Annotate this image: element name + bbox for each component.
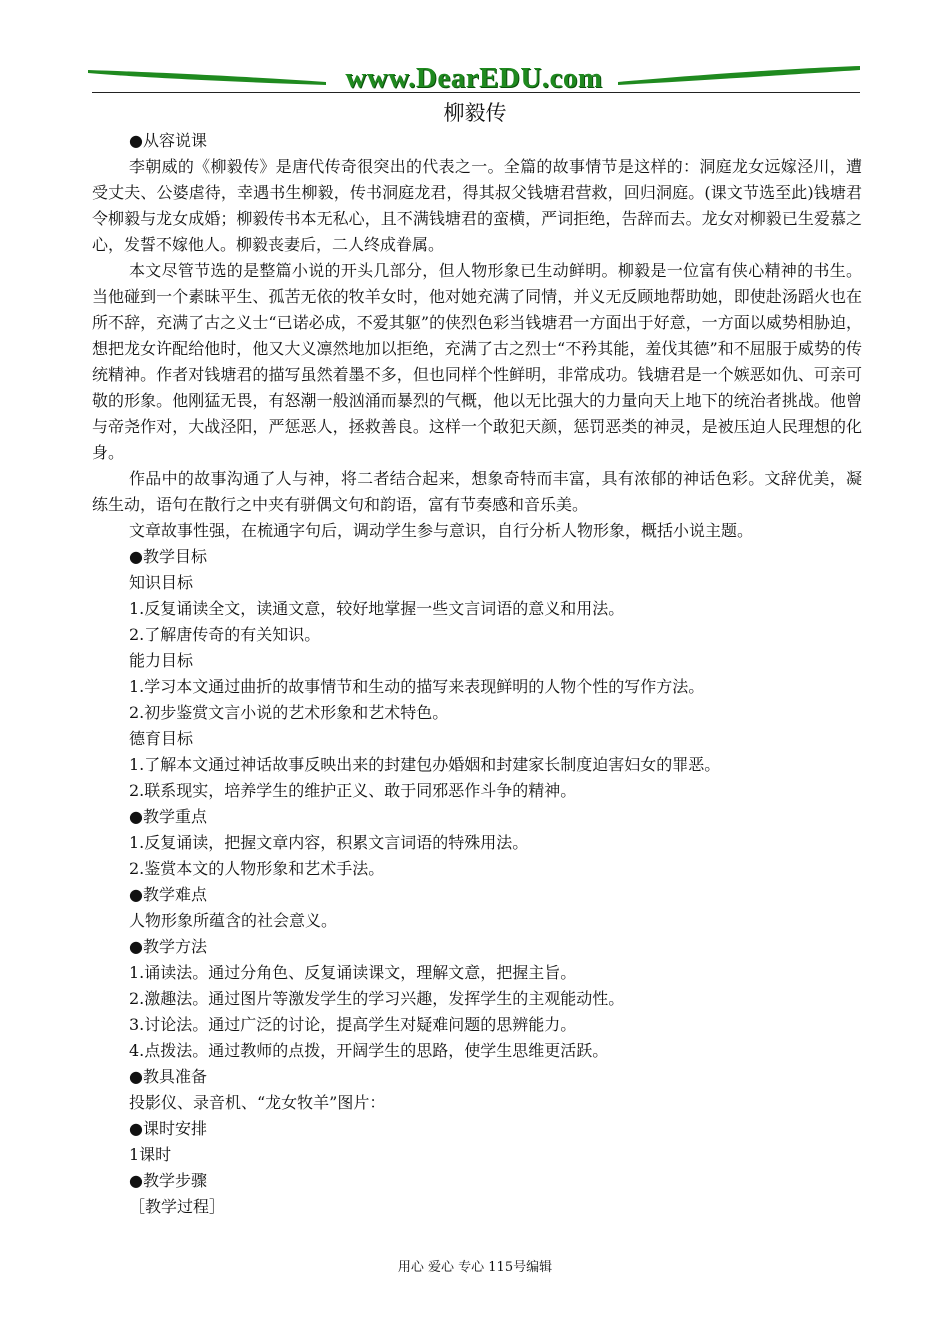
section-heading-focus: ● 教学重点 bbox=[92, 804, 862, 830]
section-heading-objectives: ● 教学目标 bbox=[92, 544, 862, 570]
site-logo-text: www.DearEDU.com bbox=[345, 62, 603, 94]
header-rule bbox=[92, 92, 860, 93]
list-item: 2.激趣法。通过图片等激发学生的学习兴趣，发挥学生的主观能动性。 bbox=[129, 989, 625, 1008]
section-heading-methods: ● 教学方法 bbox=[92, 934, 862, 960]
intro-paragraph-3: 作品中的故事沟通了人与神，将二者结合起来，想象奇特而丰富，具有浓郁的神话色彩。文辞优美，凝练生动，语句在散行之中夹有骈偶文句和韵语，富有节奏感和音乐美。 bbox=[92, 469, 862, 514]
subheading-ability: 能力目标 bbox=[129, 651, 194, 670]
list-item: 1.诵读法。通过分角色、反复诵读课文，理解文意，把握主旨。 bbox=[129, 963, 577, 982]
section-heading-tools: ● 教具准备 bbox=[92, 1064, 862, 1090]
site-header-banner bbox=[88, 56, 860, 100]
document-title: 柳毅传 bbox=[443, 101, 507, 125]
page-footer: 用心 爱心 专心 115号编辑 bbox=[397, 1260, 553, 1275]
list-item: 投影仪、录音机、“龙女牧羊”图片： bbox=[129, 1093, 386, 1112]
list-item: 2.联系现实，培养学生的维护正义、敢于同邪恶作斗争的精神。 bbox=[129, 781, 577, 800]
list-item: 3.讨论法。通过广泛的讨论，提高学生对疑难问题的思辨能力。 bbox=[129, 1015, 577, 1034]
list-item: 1课时 bbox=[129, 1145, 172, 1164]
intro-paragraph-1: 李朝威的《柳毅传》是唐代传奇很突出的代表之一。全篇的故事情节是这样的：洞庭龙女远嫁泾川，遭受丈夫、公婆虐待，幸遇书生柳毅，传书洞庭龙君，得其叔父钱塘君营救，回归洞庭。(课文节选至此)钱塘君令柳毅与龙女成婚；柳毅传书本无私心，且不满钱塘君的蛮横，严词拒绝，告辞而去。龙女对柳毅已生爱慕之心，发誓不嫁他人。柳毅丧妻后，二人终成眷属。 bbox=[92, 157, 862, 254]
section-heading-lesson-talk: ● 从容说课 bbox=[92, 128, 862, 154]
list-item: 1.学习本文通过曲折的故事情节和生动的描写来表现鲜明的人物个性的写作方法。 bbox=[129, 677, 705, 696]
list-item: 1.反复诵读，把握文章内容，积累文言词语的特殊用法。 bbox=[129, 833, 529, 852]
section-heading-steps: ● 教学步骤 bbox=[92, 1168, 862, 1194]
document-body bbox=[92, 128, 862, 1220]
intro-paragraph-4: 文章故事性强，在梳通字句后，调动学生参与意识，自行分析人物形象，概括小说主题。 bbox=[129, 521, 754, 540]
subheading-moral: 德育目标 bbox=[129, 729, 194, 748]
list-item: 1.了解本文通过神话故事反映出来的封建包办婚姻和封建家长制度迫害妇女的罪恶。 bbox=[129, 755, 721, 774]
list-item: 2.初步鉴赏文言小说的艺术形象和艺术特色。 bbox=[129, 703, 449, 722]
list-item: 4.点拨法。通过教师的点拨，开阔学生的思路，使学生思维更活跃。 bbox=[129, 1041, 609, 1060]
subheading-process: ［教学过程］ bbox=[129, 1197, 226, 1216]
list-item: 2.鉴赏本文的人物形象和艺术手法。 bbox=[129, 859, 385, 878]
subheading-knowledge: 知识目标 bbox=[129, 573, 194, 592]
section-heading-difficulty: ● 教学难点 bbox=[92, 882, 862, 908]
intro-paragraph-2: 本文尽管节选的是整篇小说的开头几部分，但人物形象已生动鲜明。柳毅是一位富有侠心精神的书生。当他碰到一个素昧平生、孤苦无依的牧羊女时，他对她充满了同情，并义无反顾地帮助她，即使赴汤蹈火也在所不辞，充满了古之义士“已诺必成，不爱其躯”的侠烈色彩当钱塘君一方面出于好意，一方面以威势相胁迫，想把龙女许配给他时，他又大义凛然地加以拒绝，充满了古之烈士“不矜其能，羞伐其德”和不屈服于威势的传统精神。作者对钱塘君的描写虽然着墨不多，但也同样个性鲜明，非常成功。钱塘君是一个嫉恶如仇、可亲可敬的形象。他刚猛无畏，有怒潮一般汹涌而暴烈的气概，他以无比强大的力量向天上地下的统治者挑战。他曾与帝尧作对，大战泾阳，严惩恶人，拯救善良。这样一个敢犯天颜，惩罚恶类的神灵，是被压迫人民理想的化身。 bbox=[92, 261, 862, 462]
list-item: 1.反复诵读全文，读通文意，较好地掌握一些文言词语的意义和用法。 bbox=[129, 599, 625, 618]
list-item: 人物形象所蕴含的社会意义。 bbox=[129, 911, 338, 930]
list-item: 2.了解唐传奇的有关知识。 bbox=[129, 625, 321, 644]
section-heading-schedule: ● 课时安排 bbox=[92, 1116, 862, 1142]
